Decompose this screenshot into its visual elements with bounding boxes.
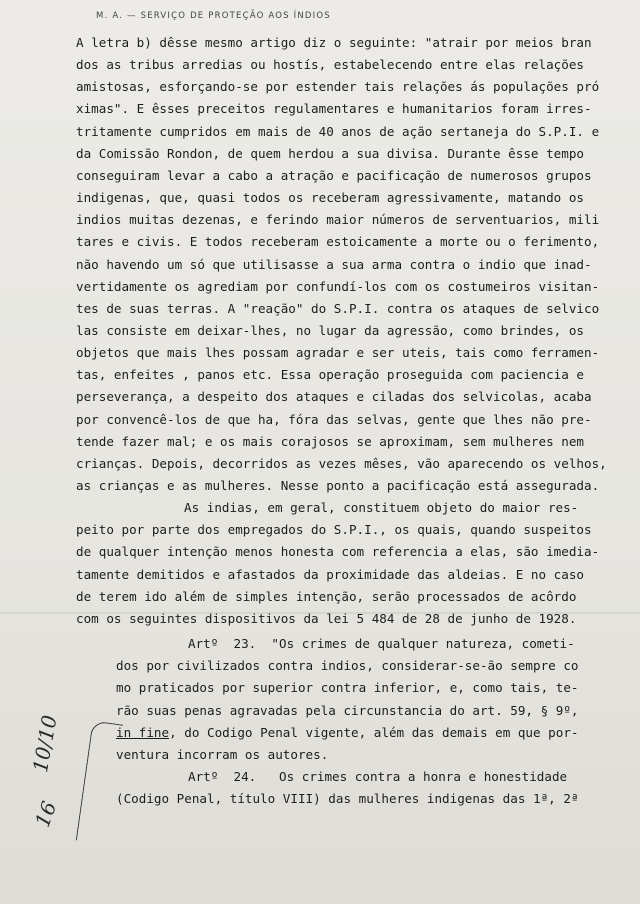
text-line: crianças. Depois, decorridos as vezes mêses, vão aparecendo os velhos, [76,455,607,471]
text-line: rão suas penas agravadas pela circunstancia do art. 59, § 9º, [116,702,579,718]
text-line: (Codigo Penal, título VIII) das mulheres indigenas das 1ª, 2ª [116,791,579,807]
text-line: de terem ido além de simples intenção, serão processados de acôrdo [76,588,577,604]
text-line: A letra b) dêsse mesmo artigo diz o seguinte: "atrair por meios bran [76,35,592,50]
text-line: não havendo um só que utilisasse a sua arma contra o indio que inad- [76,256,592,272]
text-line: tende fazer mal; e os mais corajosos se aproximam, sem mulheres nem [76,433,584,449]
text-line: ventura incorram os autores. [116,746,329,762]
text-line: as crianças e as mulheres. Nesse ponto a pacificação está assegurada. [76,478,600,493]
text-line: tamente demitidos e afastados da proximidade das aldeias. E no caso [76,566,584,582]
text-line: indigenas, que, quasi todos os receberam agressivamente, matando os [76,190,584,206]
text-line: dos por civilizados contra indios, considerar-se-ão sempre co [116,658,579,674]
text-line: in fine, do Codigo Penal vigente, além das demais em que por- [116,724,579,740]
text-line: Artº 24. Os crimes contra a honra e honestidade [188,768,568,784]
text-line: amistosas, esforçando-se por estender tais relações ás populações pró [76,79,600,95]
text-line: com os seguintes dispositivos da lei 5 484 de 28 de junho de 1928. [76,610,577,626]
text-line: Artº 23. "Os crimes de qualquer natureza, cometi- [188,636,575,652]
text-line: ximas". E êsses preceitos regulamentares e humanitarios foram irres- [76,101,592,117]
text-line: indios muitas dezenas, e ferindo maior números de serventuarios, mili [76,212,600,228]
text-line: vertidamente os agrediam por confundí-los com os costumeiros visitan- [76,278,600,294]
text-line: dos as tribus arredias ou hostís, estabelecendo entre elas relações [76,57,584,73]
text-line: peito por parte dos empregados do S.P.I., os quais, quando suspeitos [76,522,592,538]
text-line: da Comissão Rondon, de quem herdou a sua divisa. Durante êsse tempo [76,145,584,161]
text-line: tas, enfeites , panos etc. Essa operação proseguida com paciencia e [76,367,584,383]
text-line: por convencê-los de que ha, fóra das selvas, gente que lhes não pre- [76,411,592,427]
text-line: objetos que mais lhes possam agradar e ser uteis, tais como ferramen- [76,345,600,361]
handwritten-marks: 10/10 [28,713,62,775]
text-line: tritamente cumpridos em mais de 40 anos de ação sertaneja do S.P.I. e [76,123,600,139]
text-line: As indias, em geral, constituem objeto do maior res- [184,500,579,516]
text-line: conseguiram levar a cabo a atração e pacificação de numerosos grupos [76,167,592,183]
text-line: de qualquer intenção menos honesta com referencia a elas, são imedia- [76,544,600,560]
text-line: perseverança, a despeito dos ataques e ciladas dos selvicolas, acaba [76,389,592,405]
text-line: las consiste em deixar-lhes, no lugar da agressão, como brindes, os [76,322,584,338]
margin-bracket-mark [76,720,124,844]
text-line: tares e civis. E todos receberam estoicamente a morte ou o ferimento, [76,234,600,250]
letterhead: M. A. — SERVIÇO DE PROTEÇÃO AOS ÍNDIOS [96,11,331,21]
text-line: mo praticados por superior contra inferior, e, como tais, te- [116,680,579,696]
handwritten-page-number: 16 [30,798,62,831]
text-line: tes de suas terras. A "reação" do S.P.I. contra os ataques de selvico [76,300,600,316]
